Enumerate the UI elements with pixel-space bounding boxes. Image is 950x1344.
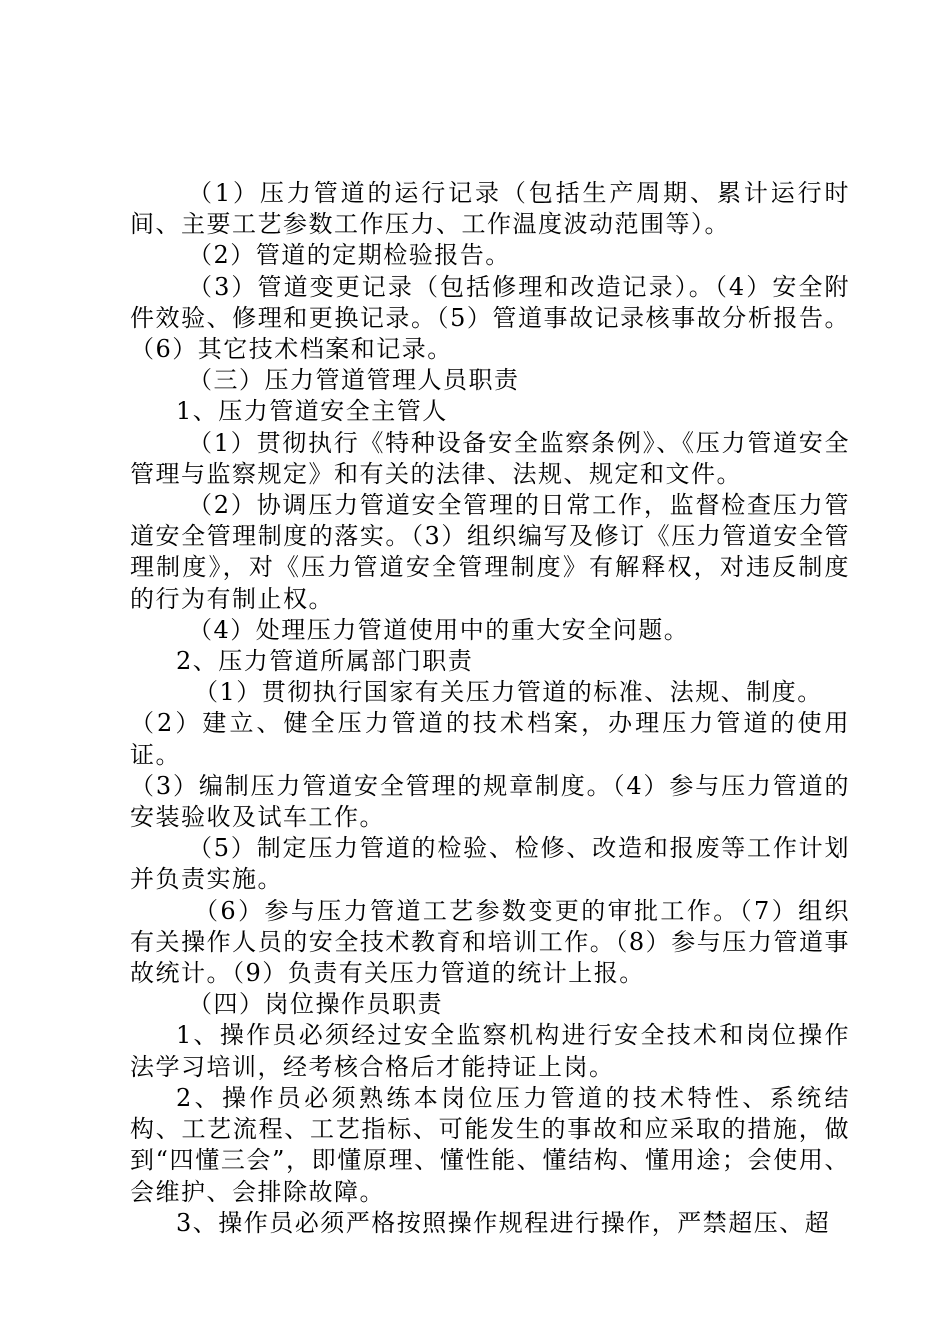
paragraph: 2、压力管道所属部门职责 — [176, 647, 474, 676]
paragraph: 1、压力管道安全主管人 — [176, 397, 448, 426]
paragraph: （4）处理压力管道使用中的重大安全问题。 — [188, 615, 690, 644]
paragraph: （1）压力管道的运行记录（包括生产周期、累计运行时间、主要工艺参数工作压力、工作温度波动范围等）。 — [130, 179, 850, 239]
paragraph: （3）编制压力管道安全管理的规章制度。（4）参与压力管道的安装验收及试车工作。 — [130, 771, 850, 832]
paragraph: （2）管道的定期检验报告。 — [188, 241, 511, 270]
paragraph: （1）贯彻执行《特种设备安全监察条例》、《压力管道安全管理与监察规定》和有关的法律、法规、规定和文件。 — [130, 428, 850, 488]
document-body — [130, 178, 850, 1239]
paragraph: 2、操作员必须熟练本岗位压力管道的技术特性、系统结构、工艺流程、工艺指标、可能发生的事故和应采取的措施，做到“四懂三会”，即懂原理、懂性能、懂结构、懂用途；会使用、会维护、会排除故障。 — [130, 1083, 850, 1206]
paragraph: （四）岗位操作员职责 — [188, 990, 443, 1019]
paragraph: （2）协调压力管道安全管理的日常工作，监督检查压力管道安全管理制度的落实。（3）组织编写及修订《压力管道安全管理制度》，对《压力管道安全管理制度》有解释权，对违反制度的行为有制止权。 — [130, 491, 850, 613]
paragraph: 1、操作员必须经过安全监察机构进行安全技术和岗位操作法学习培训，经考核合格后才能持证上岗。 — [130, 1021, 850, 1081]
paragraph: （3）管道变更记录（包括修理和改造记录）。（4）安全附件效验、修理和更换记录。（5）管道事故记录核事故分析报告。（6）其它技术档案和记录。 — [130, 272, 850, 364]
paragraph: （三）压力管道管理人员职责 — [188, 366, 520, 395]
paragraph: （5）制定压力管道的检验、检修、改造和报废等工作计划并负责实施。 — [130, 834, 850, 894]
paragraph: 3、操作员必须严格按照操作规程进行操作，严禁超压、超 — [176, 1208, 831, 1237]
paragraph: （1）贯彻执行国家有关压力管道的标准、法规、制度。 — [194, 678, 823, 707]
paragraph: （6）参与压力管道工艺参数变更的审批工作。（7）组织有关操作人员的安全技术教育和培训工作。（8）参与压力管道事故统计。（9）负责有关压力管道的统计上报。 — [130, 896, 850, 988]
paragraph: （2）建立、健全压力管道的技术档案，办理压力管道的使用证。 — [130, 709, 850, 769]
